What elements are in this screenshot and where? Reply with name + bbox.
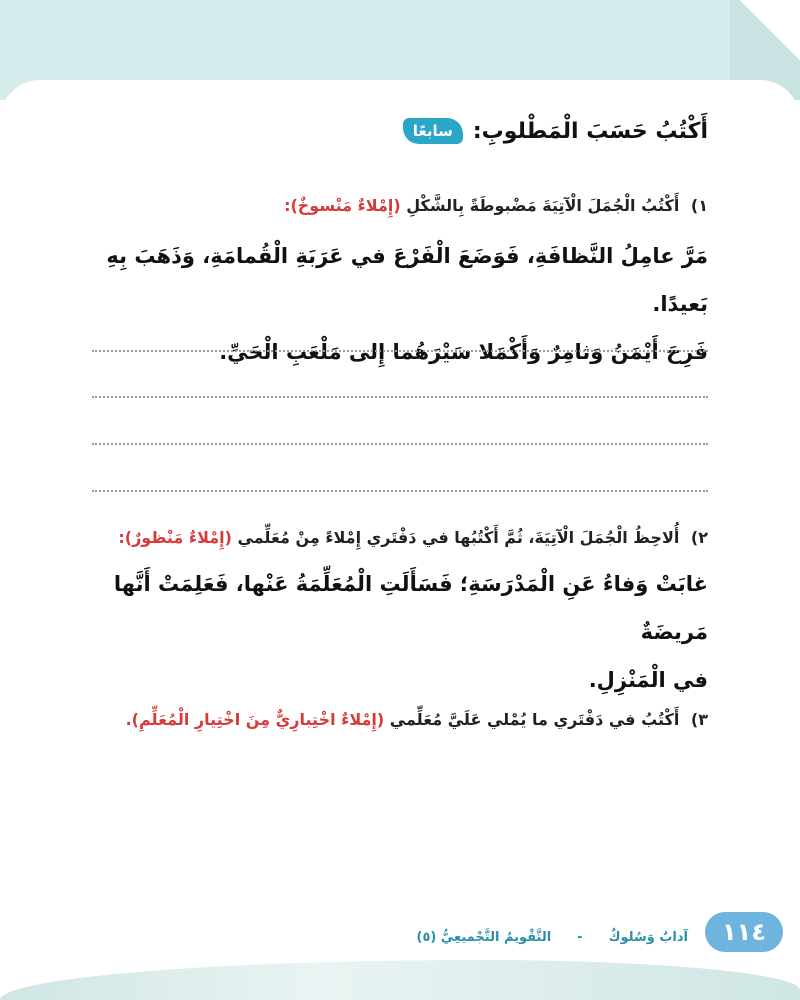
header-curve [0, 80, 800, 120]
passage-line: غابَتْ وَفاءُ عَنِ الْمَدْرَسَةِ؛ فَسَأَلَتِ الْمُعَلِّمَةُ عَنْها، فَعَلِمَتْ أَنَّها مَريضَةٌ [113, 572, 708, 644]
question-3 [88, 710, 708, 729]
question-1-note: (إِمْلاءٌ مَنْسوخٌ): [284, 196, 401, 215]
footer-chapter-title: التَّقْويمُ التَّجْميعِيُّ (٥) [416, 930, 552, 945]
question-1-number: ١) [690, 196, 708, 215]
question-3-note: (إِمْلاءٌ اخْتِبارِيٌّ مِنَ اخْتِيارِ الْمُعَلِّمِ). [125, 710, 385, 729]
question-2-text: أُلاحِظُ الْجُمَلَ الْآتِيَةَ، ثُمَّ أَكْتُبُها في دَفْتَري إِمْلاءً مِنْ مُعَلِّمي [237, 528, 680, 547]
question-2-passage [68, 560, 708, 704]
passage-line: مَرَّ عامِلُ النَّظافَةِ، فَوَضَعَ الْفَرْعَ في عَرَبَةِ الْقُمامَةِ، وَذَهَبَ بِهِ بَعيدًا. [106, 244, 708, 316]
page-footer [0, 910, 800, 1000]
section-title: أَكْتُبُ حَسَبَ الْمَطْلوبِ: [472, 118, 708, 144]
passage-line: فَرِحَ أَيْمَنُ وَثامِرٌ وَأَكْمَلا سَيْرَهُما إِلى مَلْعَبِ الْحَيِّ. [219, 340, 708, 364]
writing-line[interactable] [92, 396, 708, 398]
question-1 [88, 196, 708, 215]
writing-line[interactable] [92, 350, 708, 352]
footer-wave [0, 960, 800, 1000]
footer-caption [417, 930, 688, 945]
question-2 [68, 528, 708, 547]
passage-line: في الْمَنْزِلِ. [588, 668, 708, 692]
footer-separator: - [577, 930, 583, 945]
question-2-note: (إِمْلاءٌ مَنْظورٌ): [118, 528, 232, 547]
question-3-text: أَكْتُبُ في دَفْتَري ما يُمْلي عَلَيَّ مُعَلِّمي [389, 710, 680, 729]
section-header [403, 118, 708, 144]
question-1-passage [68, 232, 708, 376]
page-number: ١١٤ [705, 912, 783, 952]
section-badge: سابعًا [403, 118, 463, 144]
question-3-number: ٣) [690, 710, 708, 729]
writing-line[interactable] [92, 490, 708, 492]
writing-line[interactable] [92, 443, 708, 445]
question-2-number: ٢) [690, 528, 708, 547]
question-1-text: أَكْتُبُ الْجُمَلَ الْآتِيَةَ مَضْبوطَةً بِالشَّكْلِ [406, 196, 680, 215]
footer-book-title: آدابٌ وَسُلوكٌ [608, 930, 688, 945]
